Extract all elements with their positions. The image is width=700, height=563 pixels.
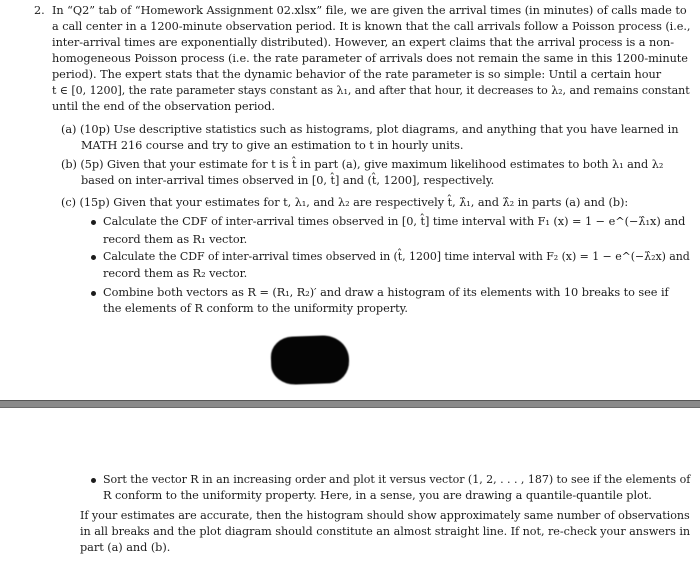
bullet-2-line-1: Calculate the CDF of inter-arrival times observed in (t̂, 1200] time interval with F₂ (x) = 1 − e^(−λ̂₂x) and — [103, 250, 690, 263]
intro-line-3: inter-arrival times are exponentially distributed). However, an expert claims that the arrival process is a non- — [52, 36, 674, 49]
part-a-line-1: (a) (10p) Use descriptive statistics such as histograms, plot diagrams, and anything that you have learned in — [61, 123, 679, 136]
intro-line-7: until the end of the observation period. — [52, 100, 275, 113]
bullet-4-line-1: Sort the vector R in an increasing order and plot it versus vector (1, 2, . . . , 187) to see if the elements of — [103, 473, 691, 486]
intro-line-2: a call center in a 1200-minute observation period. It is known that the call arrivals follow a Poisson process (i.e., — [52, 20, 691, 33]
bullet-3-line-1: Combine both vectors as R = (R₁, R₂)′ and draw a histogram of its elements with 10 breaks to see if — [103, 286, 669, 299]
closing-line-1: If your estimates are accurate, then the histogram should show approximately same number of observations — [80, 509, 690, 522]
bullet-dot-3 — [91, 291, 96, 296]
intro-line-1: In “Q2” tab of “Homework Assignment 02.xlsx” file, we are given the arrival times (in minutes) of calls made to — [52, 4, 687, 17]
closing-line-3: part (a) and (b). — [80, 541, 171, 554]
page-bottom — [0, 408, 700, 563]
part-b-line-2: based on inter-arrival times observed in [0, t̂] and (t̂, 1200], respectively. — [81, 174, 495, 187]
bullet-dot-2 — [91, 255, 96, 260]
bullet-2-line-2: record them as R₂ vector. — [103, 267, 248, 280]
intro-line-6: t ∈ [0, 1200], the rate parameter stays constant as λ₁, and after that hour, it decreases to λ₂, and remains constant — [52, 84, 690, 97]
bullet-4-line-2: R conform to the uniformity property. Here, in a sense, you are drawing a quantile-quantile plot. — [103, 489, 652, 502]
intro-line-5: period). The expert stats that the dynamic behavior of the rate parameter is so simple: Until a certain hour — [52, 68, 662, 81]
intro-line-4: homogeneous Poisson process (i.e. the rate parameter of arrivals does not remain the same in this 1200-minute — [52, 52, 688, 65]
bullet-dot-1 — [91, 220, 96, 225]
problem-number: 2. — [34, 4, 45, 17]
bullet-1-line-2: record them as R₁ vector. — [103, 233, 248, 246]
part-b-line-1: (b) (5p) Given that your estimate for t is t̂ in part (a), give maximum likelihood estimates to both λ₁ and λ₂ — [61, 158, 664, 171]
bullet-3-line-2: the elements of R conform to the uniformity property. — [103, 302, 408, 315]
page-divider — [0, 400, 700, 408]
part-a-line-2: MATH 216 course and try to give an estimation to t in hourly units. — [81, 139, 464, 152]
bullet-1-line-1: Calculate the CDF of inter-arrival times observed in [0, t̂] time interval with F₁ (x) = 1 − e^(−λ̂₁x) and — [103, 215, 686, 228]
bullet-dot-4 — [91, 478, 96, 483]
closing-line-2: in all breaks and the plot diagram should constitute an almost straight line. If not, re-check your answers in — [80, 525, 691, 538]
redaction-blot — [270, 335, 350, 386]
part-c-line-1: (c) (15p) Given that your estimates for t, λ₁, and λ₂ are respectively t̂, λ̂₁, and λ̂₂ in parts (a) and (b): — [61, 196, 629, 209]
